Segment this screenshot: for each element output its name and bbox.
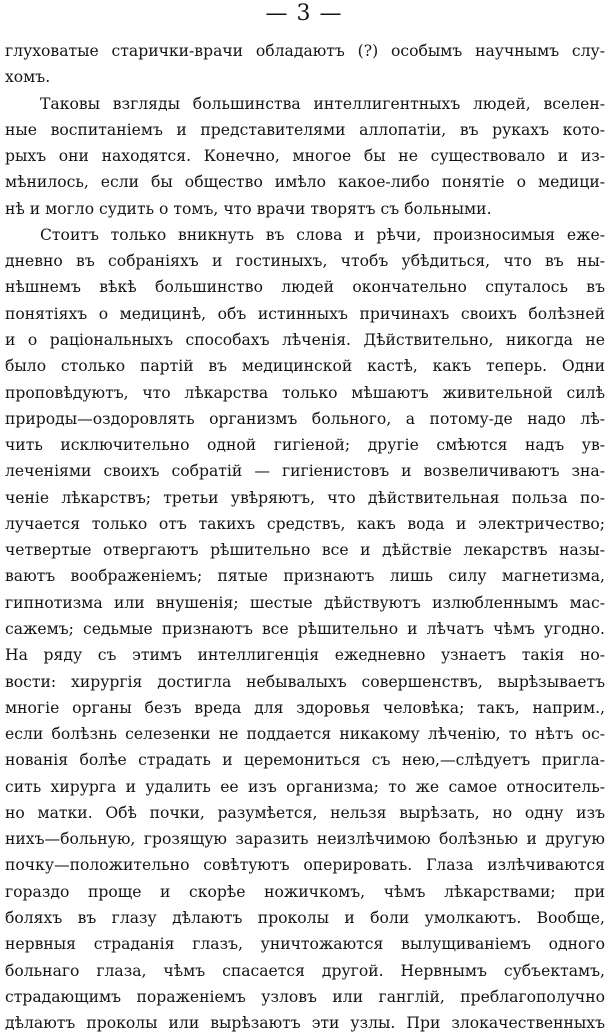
text-line: нервныя страданія глазъ, уничтожаются вылущиваніемъ одного [5,935,605,954]
text-line: глуховатые старички-врачи обладаютъ (?) особымъ научнымъ слу- [5,42,605,60]
text-line: дѣлаютъ проколы или вырѣзаютъ эти узлы. При злокачественныхъ [5,1014,605,1032]
text-line: сить хирурга и удалить ее изъ организма; то же самое относитель- [5,777,605,796]
text-line: дневно въ собраніяхъ и гостиныхъ, чтобъ убѣдиться, что въ ны- [5,252,605,271]
text-line: рыхъ они находятся. Конечно, многое бы не существовало и из- [5,147,605,166]
text-line: лучается только отъ такихъ средствъ, какъ вода и электричество; [5,514,605,533]
text-line: понятіяхъ о медицинѣ, объ истинныхъ причинахъ своихъ болѣзней [5,304,605,323]
text-line: вости: хирургія достигла небывалыхъ совершенствъ, вырѣзываетъ [5,672,605,691]
text-line: нихъ—больную, грозящую заразить неизлѣчимою болѣзнью и другую [5,830,605,849]
text-line: но матки. Обѣ почки, разумѣется, нельзя вырѣзать, но одну изъ [5,803,605,822]
text-line: если болѣзнь селезенки не поддается никакому лѣченію, то нѣтъ ос- [5,725,605,743]
text-line: гораздо проще и скорѣе ножичкомъ, чѣмъ лѣкарствами; при [5,882,605,901]
text-line: чить исключительно одной гигіеной; другіе смѣются надъ ув- [5,436,605,455]
page-number: — 3 — [265,1,343,26]
text-line: нованія болѣе страдать и церемониться съ нею,—слѣдуетъ пригла- [5,751,605,770]
text-line: Стоитъ только вникнуть въ слова и рѣчи, произносимыя еже- [40,225,605,244]
text-line: нѣшнемъ вѣкѣ большинство людей окончательно спуталось въ [5,278,605,297]
text-line: На ряду съ этимъ интеллигенція ежедневно узнаетъ такія но- [5,646,605,665]
text-line: четвертые отвергаютъ рѣшительно все и дѣйствіе лекарствъ назы- [5,541,605,560]
text-line: ные воспитаніемъ и представителями аллопатіи, въ рукахъ кото- [5,120,605,139]
text-line: природы—оздоровлять организмъ больного, а потому-де надо лѣ- [5,409,605,428]
text-line: проповѣдуютъ, что лѣкарства только мѣшаютъ живительной силѣ [5,383,605,402]
text-line: страдающимъ пораженіемъ узловъ или ганглій, преблагополучно [5,987,605,1006]
text-line: ваютъ воображеніемъ; пятые признаютъ лишь силу магнетизма, [5,567,605,586]
text-line: больнаго глаза, чѣмъ спасается другой. Нервнымъ субъектамъ, [5,961,605,980]
text-line: нѣ и могло судить о томъ, что врачи творятъ съ больными. [5,199,492,218]
text-line: лечeніями своихъ собратій — гигіенистовъ и возвеличиваютъ зна- [5,462,605,481]
text-line: ченіе лѣкарствъ; третьи увѣряютъ, что дѣйствительная польза по- [5,488,605,507]
text-line: и о раціональныхъ способахъ лѣченія. Дѣйствительно, никогда не [5,331,605,349]
text-line: многіе органы безъ вреда для здоровья человѣка; такъ, наприм., [5,698,605,717]
text-line: боляхъ въ глазу дѣлаютъ проколы и боли умолкаютъ. Вообще, [5,908,605,927]
text-line: почку—положительно совѣтуютъ оперировать. Глаза излѣчиваются [5,856,605,875]
text-line: сажемъ; седьмые признаютъ все рѣшительно и лѣчатъ чѣмъ угодно. [5,619,605,638]
text-line: было столько партій въ медицинской кастѣ, какъ теперь. Одни [5,357,605,376]
text-line: хомъ. [5,68,51,87]
text-line: гипнотизма или внушенія; шестые дѣйствуютъ излюбленнымъ мас- [5,593,605,612]
text-line: Таковы взгляды большинства интеллигентныхъ людей, вселен- [40,94,605,113]
text-line: мѣнилось, если бы общество имѣло какое-либо понятіе о медици- [5,173,605,192]
